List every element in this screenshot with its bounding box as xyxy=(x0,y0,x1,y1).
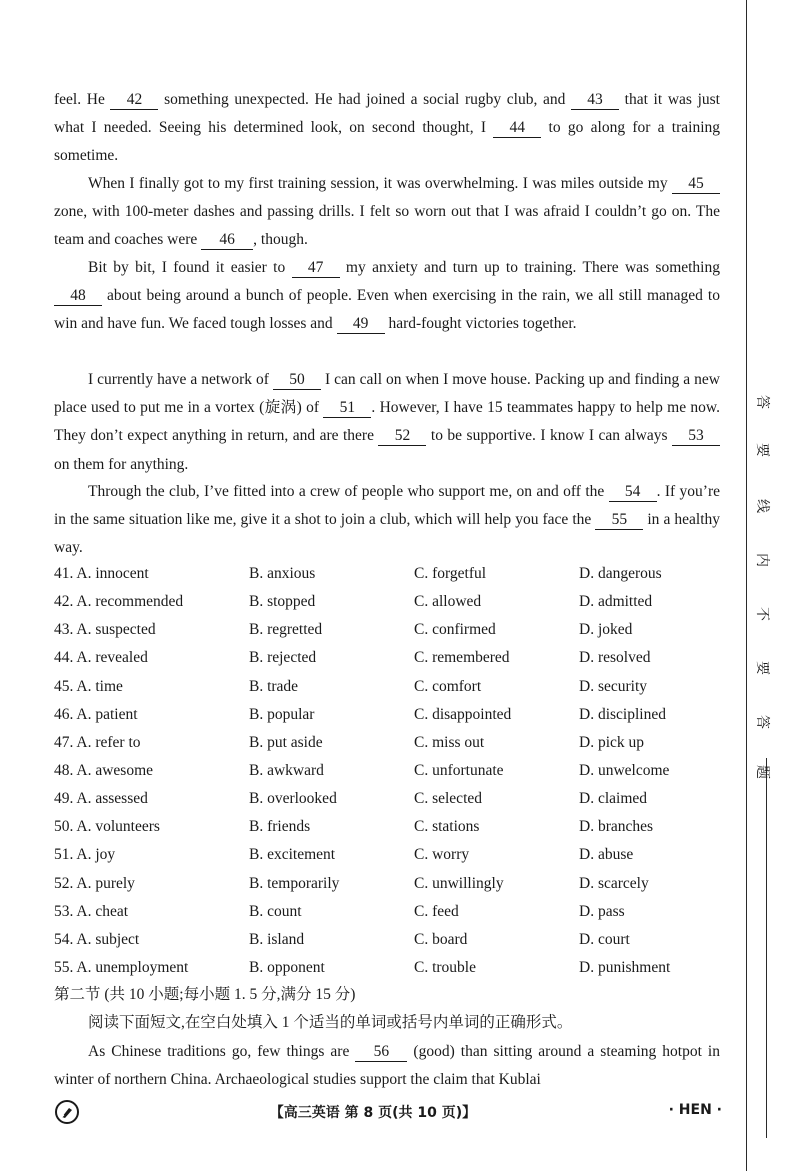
option-d: D. dangerous xyxy=(579,565,662,582)
option-a: 46. A. patient xyxy=(54,705,138,723)
passage-text: something unexpected. He had joined a social rugby club, and xyxy=(158,91,572,108)
passage-text: , though. xyxy=(253,231,308,249)
blank-52: 52 xyxy=(378,427,426,446)
blank-51: 51 xyxy=(323,399,371,418)
option-c: C. forgetful xyxy=(414,565,487,582)
option-d: D. resolved xyxy=(579,649,651,667)
passage-text: As Chinese traditions go, few things are xyxy=(88,1043,356,1060)
option-a: 45. A. time xyxy=(54,677,123,695)
option-a: 41. A. innocent xyxy=(54,565,149,582)
section-2-heading: 第二节 (共 10 小题;每小题 1. 5 分,满分 15 分) xyxy=(54,986,356,1003)
option-b: B. awkward xyxy=(249,761,324,779)
blank-55: 55 xyxy=(595,511,643,530)
passage-paragraph-2 xyxy=(54,170,720,255)
passage-paragraph-3 xyxy=(54,254,720,339)
option-row xyxy=(54,675,734,703)
option-d: D. abuse xyxy=(579,846,634,864)
option-c: C. remembered xyxy=(414,649,510,667)
option-a: 47. A. refer to xyxy=(54,733,141,751)
binding-line xyxy=(746,0,747,1171)
option-a: 53. A. cheat xyxy=(54,902,129,920)
option-d: D. pick up xyxy=(579,733,645,751)
option-c: C. comfort xyxy=(414,677,482,695)
passage-text: I currently have a network of xyxy=(88,371,273,388)
blank-42: 42 xyxy=(110,91,158,110)
option-c: C. board xyxy=(414,930,468,948)
option-c: C. disappointed xyxy=(414,705,512,723)
section-2-instruction: 阅读下面短文,在空白处填入 1 个适当的单词或括号内单词的正确形式。 xyxy=(88,1014,573,1031)
option-d: D. joked xyxy=(579,621,633,639)
passage-text: in a healthy way. xyxy=(54,511,720,557)
option-c: C. unfortunate xyxy=(414,761,504,779)
passage-text: I can call on when I move house. Packing up and finding a new place used to put me in a vortex (旋涡) of xyxy=(54,371,720,417)
blank-54: 54 xyxy=(609,483,657,502)
option-c: C. feed xyxy=(414,902,459,920)
option-d: D. unwelcome xyxy=(579,761,670,779)
blank-47: 47 xyxy=(292,259,340,278)
option-b: B. opponent xyxy=(249,958,325,976)
page-number: 【高三英语 第 8 页(共 10 页)】 xyxy=(269,1105,477,1121)
option-d: D. admitted xyxy=(579,593,653,611)
answer-options xyxy=(54,562,734,984)
blank-46: 46 xyxy=(201,231,253,250)
option-row xyxy=(54,646,734,674)
option-row xyxy=(54,562,734,590)
blank-50: 50 xyxy=(273,371,321,390)
option-row xyxy=(54,731,734,759)
margin-char: 答 xyxy=(754,715,770,729)
option-a: 52. A. purely xyxy=(54,874,135,892)
blank-43: 43 xyxy=(571,91,619,110)
exam-code: · HEN · xyxy=(668,1102,722,1118)
passage-text: Through the club, I’ve fitted into a crew of people who support me, on and off the xyxy=(88,483,609,500)
passage-text: feel. He xyxy=(54,91,111,108)
passage-text: (good) than sitting around a steaming hotpot in winter of northern China. Archaeological studies support the claim that Kublai xyxy=(54,1043,720,1089)
option-c: C. selected xyxy=(414,790,483,808)
passage-text: Bit by bit, I found it easier to xyxy=(88,259,292,276)
passage-text: on them for anything. xyxy=(54,455,189,473)
option-d: D. punishment xyxy=(579,958,671,976)
margin-char: 线 xyxy=(754,499,770,513)
option-d: D. pass xyxy=(579,902,625,920)
option-b: B. popular xyxy=(249,705,315,723)
option-a: 43. A. suspected xyxy=(54,621,156,639)
passage-text: my anxiety and turn up to training. There was something xyxy=(339,259,720,276)
option-row xyxy=(54,787,734,815)
option-d: D. scarcely xyxy=(579,874,649,892)
option-row xyxy=(54,618,734,646)
option-a: 44. A. revealed xyxy=(54,649,148,667)
option-row xyxy=(54,815,734,843)
option-c: C. unwillingly xyxy=(414,874,504,892)
margin-char: 要 xyxy=(754,661,770,675)
option-b: B. count xyxy=(249,902,302,920)
option-b: B. rejected xyxy=(249,649,317,667)
passage-text: . However, I have 15 teammates happy to help me now. They don’t expect anything in return, and are there xyxy=(54,399,720,445)
option-a: 54. A. subject xyxy=(54,930,140,948)
blank-44: 44 xyxy=(493,119,541,138)
option-b: B. trade xyxy=(249,677,299,695)
passage-text: . If you’re in the same situation like me, give it a shot to join a club, which will help you face the xyxy=(54,483,720,529)
option-d: D. court xyxy=(579,930,630,948)
option-a: 42. A. recommended xyxy=(54,593,184,611)
option-b: B. anxious xyxy=(249,565,316,582)
passage-text: When I finally got to my first training session, it was overwhelming. I was miles outside my xyxy=(88,175,672,192)
margin-char: 题 xyxy=(754,765,770,779)
option-c: C. stations xyxy=(414,818,480,836)
passage-text: hard-fought victories together. xyxy=(384,315,577,333)
blank-56: 56 xyxy=(355,1043,407,1062)
passage-paragraph-4 xyxy=(54,366,720,479)
binding-line-inner xyxy=(766,758,767,1138)
option-row xyxy=(54,843,734,871)
option-a: 55. A. unemployment xyxy=(54,958,189,976)
option-c: C. confirmed xyxy=(414,621,496,639)
option-row xyxy=(54,900,734,928)
option-b: B. stopped xyxy=(249,593,316,611)
option-b: B. friends xyxy=(249,818,311,836)
option-b: B. excitement xyxy=(249,846,336,864)
option-b: B. regretted xyxy=(249,621,323,639)
passage-paragraph-5 xyxy=(54,478,720,563)
page-footer xyxy=(0,1098,746,1128)
option-d: D. disciplined xyxy=(579,705,666,723)
margin-char: 要 xyxy=(754,443,770,457)
option-a: 50. A. volunteers xyxy=(54,818,160,836)
passage-text: to be supportive. I know I can always xyxy=(426,427,672,445)
margin-char: 不 xyxy=(754,607,770,621)
passage-text: zone, with 100-meter dashes and passing drills. I felt so worn out that I was afraid I couldn’t go on. The team and coaches were xyxy=(54,203,720,249)
margin-char: 内 xyxy=(754,553,770,567)
option-a: 49. A. assessed xyxy=(54,790,148,808)
passage-text: to go along for a training sometime. xyxy=(54,119,721,165)
option-b: B. temporarily xyxy=(249,874,340,892)
option-c: C. miss out xyxy=(414,733,485,751)
blank-49: 49 xyxy=(337,315,385,334)
option-b: B. island xyxy=(249,930,305,948)
option-row xyxy=(54,590,734,618)
option-a: 48. A. awesome xyxy=(54,761,154,779)
option-d: D. branches xyxy=(579,818,654,836)
blank-53: 53 xyxy=(672,427,720,446)
option-row xyxy=(54,703,734,731)
section-2-passage xyxy=(54,1038,720,1094)
option-c: C. allowed xyxy=(414,593,482,611)
option-b: B. overlooked xyxy=(249,790,337,808)
passage-paragraph-1 xyxy=(54,86,720,171)
option-b: B. put aside xyxy=(249,733,323,751)
option-d: D. security xyxy=(579,677,648,695)
blank-45: 45 xyxy=(672,175,720,194)
passage-text: about being around a bunch of people. Even when exercising in the rain, we all still managed to win and have fun. We faced tough losses and xyxy=(54,287,720,333)
option-a: 51. A. joy xyxy=(54,846,116,864)
option-row xyxy=(54,928,734,956)
option-c: C. trouble xyxy=(414,958,476,976)
option-row xyxy=(54,759,734,787)
option-row xyxy=(54,872,734,900)
margin-char: 答 xyxy=(754,395,770,409)
option-d: D. claimed xyxy=(579,790,648,808)
blank-48: 48 xyxy=(54,287,102,306)
passage-text: that it was just what I needed. Seeing his determined look, on second thought, I xyxy=(54,91,720,137)
option-row xyxy=(54,956,734,984)
option-c: C. worry xyxy=(414,846,470,864)
